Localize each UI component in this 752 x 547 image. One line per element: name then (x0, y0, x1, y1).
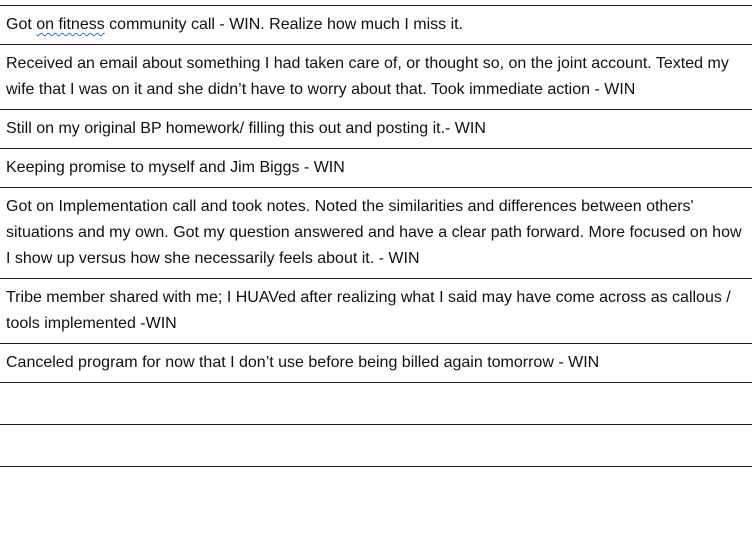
row-text-prefix: Got (6, 16, 37, 33)
table-row[interactable] (0, 344, 752, 383)
table-row[interactable] (0, 149, 752, 188)
row-text: Canceled program for now that I don’t use before being billed again tomorrow - WIN (6, 354, 600, 371)
table-row[interactable] (0, 188, 752, 279)
empty-table-row[interactable] (0, 425, 752, 467)
document-table (0, 5, 752, 467)
table-row[interactable] (0, 45, 752, 110)
table-row[interactable] (0, 6, 752, 45)
row-text: Still on my original BP homework/ filling this out and posting it.- WIN (6, 120, 486, 137)
row-text: Got on Implementation call and took notes. Noted the similarities and differences between others' situations and my own. Got my question answered and have a clear path forward. More focused on how I show up versus how she necessarily feels about it. - WIN (6, 198, 742, 267)
row-text: Received an email about something I had taken care of, or thought so, on the joint account. Texted my wife that I was on it and she didn’t have to worry about that. Took immediate action - WIN (6, 55, 729, 98)
row-text: Keeping promise to myself and Jim Biggs - WIN (6, 159, 345, 176)
empty-table-row[interactable] (0, 383, 752, 425)
spellcheck-flagged-text[interactable]: on fitness (36, 16, 105, 33)
table-row[interactable] (0, 110, 752, 149)
table-row[interactable] (0, 279, 752, 344)
row-text-suffix: community call - WIN. Realize how much I miss it. (104, 16, 464, 33)
row-text: Tribe member shared with me; I HUAVed after realizing what I said may have come across as callous / tools implemented -WIN (6, 289, 731, 332)
